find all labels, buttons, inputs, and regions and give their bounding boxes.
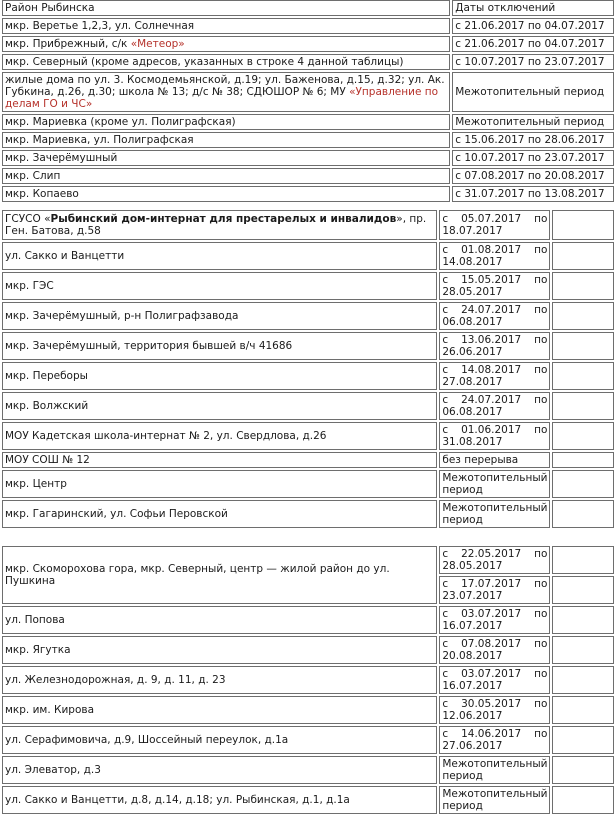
district-cell: мкр. Северный (кроме адресов, указанных в строке 4 данной таблицы) <box>2 54 450 70</box>
empty-cell <box>552 696 614 724</box>
district-cell: мкр. Зачерёмушный <box>2 150 450 166</box>
dates-cell: с 22.05.2017 по 28.05.2017 <box>439 546 550 574</box>
table-row <box>2 452 614 468</box>
dates-cell: с 10.07.2017 по 23.07.2017 <box>452 150 614 166</box>
dates-cell: с 07.08.2017 по 20.08.2017 <box>452 168 614 184</box>
table-row <box>2 132 614 148</box>
table-row <box>2 786 614 814</box>
dates-cell: с 21.06.2017 по 04.07.2017 <box>452 18 614 34</box>
dates-cell: с 07.08.2017 по 20.08.2017 <box>439 636 550 664</box>
district-text: », пр. Ген. Батова, д.58 <box>5 213 427 237</box>
dates-cell: с 21.06.2017 по 04.07.2017 <box>452 36 614 52</box>
district-cell: мкр. Зачерёмушный, р-н Полиграфзавода <box>2 302 437 330</box>
table-row <box>2 302 614 330</box>
dates-cell: с 30.05.2017 по 12.06.2017 <box>439 696 550 724</box>
district-cell: мкр. Скоморохова гора, мкр. Северный, центр — жилой район до ул. Пушкина <box>2 546 437 604</box>
dates-cell: с 05.07.2017 по 18.07.2017 <box>439 210 550 240</box>
table-row <box>2 72 614 112</box>
table-row <box>2 696 614 724</box>
table-row <box>2 242 614 270</box>
dates-cell: с 15.05.2017 по 28.05.2017 <box>439 272 550 300</box>
empty-cell <box>552 786 614 814</box>
district-cell: ул. Попова <box>2 606 437 634</box>
district-cell: мкр. Переборы <box>2 362 437 390</box>
district-cell: МОУ СОШ № 12 <box>2 452 437 468</box>
table-row <box>2 186 614 202</box>
table-row <box>2 606 614 634</box>
empty-cell <box>552 546 614 574</box>
dates-cell: с 01.06.2017 по 31.08.2017 <box>439 422 550 450</box>
empty-cell <box>552 726 614 754</box>
dates-cell: Межотопительный период <box>439 500 550 528</box>
dates-cell: Межотопительный период <box>452 72 614 112</box>
empty-cell <box>552 756 614 784</box>
empty-cell <box>552 272 614 300</box>
table-row <box>2 726 614 754</box>
district-cell: мкр. Слип <box>2 168 450 184</box>
table-row <box>2 422 614 450</box>
district-cell: ул. Сакко и Ванцетти, д.8, д.14, д.18; ул. Рыбинская, д.1, д.1а <box>2 786 437 814</box>
table-row <box>2 636 614 664</box>
dates-cell: Межотопительный период <box>439 756 550 784</box>
empty-cell <box>552 500 614 528</box>
empty-cell <box>552 422 614 450</box>
district-cell <box>2 210 437 240</box>
dates-cell: с 14.06.2017 по 27.06.2017 <box>439 726 550 754</box>
dates-cell: с 24.07.2017 по 06.08.2017 <box>439 302 550 330</box>
dates-cell: с 03.07.2017 по 16.07.2017 <box>439 666 550 694</box>
table-row <box>2 500 614 528</box>
empty-cell <box>552 470 614 498</box>
table-row <box>2 18 614 34</box>
header-dates: Даты отключений <box>452 0 614 16</box>
link-meteor[interactable]: «Метеор» <box>130 38 185 50</box>
table-row <box>2 332 614 360</box>
district-cell: мкр. Гагаринский, ул. Софьи Перовской <box>2 500 437 528</box>
empty-cell <box>552 576 614 604</box>
district-cell: мкр. Центр <box>2 470 437 498</box>
table-header-row <box>2 0 614 16</box>
dates-cell: Межотопительный период <box>452 114 614 130</box>
table-row <box>2 210 614 240</box>
outage-table-second <box>0 208 616 530</box>
empty-cell <box>552 302 614 330</box>
district-text: мкр. Прибрежный, с/к <box>5 38 131 50</box>
empty-cell <box>552 636 614 664</box>
dates-cell: с 31.07.2017 по 13.08.2017 <box>452 186 614 202</box>
table-row <box>2 392 614 420</box>
district-cell: мкр. Веретье 1,2,3, ул. Солнечная <box>2 18 450 34</box>
dates-cell: Межотопительный период <box>439 786 550 814</box>
district-cell: мкр. им. Кирова <box>2 696 437 724</box>
empty-cell <box>552 392 614 420</box>
table-row <box>2 150 614 166</box>
dates-cell: с 15.06.2017 по 28.06.2017 <box>452 132 614 148</box>
table-row <box>2 666 614 694</box>
header-district: Район Рыбинска <box>2 0 450 16</box>
empty-cell <box>552 452 614 468</box>
table-row <box>2 470 614 498</box>
district-cell: мкр. ГЭС <box>2 272 437 300</box>
table-row <box>2 546 614 574</box>
dates-cell: Межотопительный период <box>439 470 550 498</box>
empty-cell <box>552 606 614 634</box>
dates-cell: без перерыва <box>439 452 550 468</box>
table-row <box>2 36 614 52</box>
district-cell: ул. Железнодорожная, д. 9, д. 11, д. 23 <box>2 666 437 694</box>
table-row <box>2 168 614 184</box>
table-row <box>2 272 614 300</box>
district-text: жилые дома по ул. 3. Космодемьянской, д.19; ул. Баженова, д.15, д.32; ул. Ак. Губкина, д.26, д.30; школа № 13; д/с № 38; СДЮШОР № 6; МУ <box>5 74 445 98</box>
district-cell <box>2 36 450 52</box>
district-cell: мкр. Волжский <box>2 392 437 420</box>
dates-cell: с 24.07.2017 по 06.08.2017 <box>439 392 550 420</box>
district-cell: мкр. Копаево <box>2 186 450 202</box>
empty-cell <box>552 332 614 360</box>
link-go-chs[interactable]: «Управление по делам ГО и ЧС» <box>5 86 439 110</box>
district-cell: МОУ Кадетская школа-интернат № 2, ул. Свердлова, д.26 <box>2 422 437 450</box>
district-text: ГСУСО « <box>5 213 51 225</box>
district-cell: мкр. Зачерёмушный, территория бывшей в/ч 41686 <box>2 332 437 360</box>
table-row <box>2 114 614 130</box>
empty-cell <box>552 666 614 694</box>
dates-cell: с 03.07.2017 по 16.07.2017 <box>439 606 550 634</box>
empty-cell <box>552 210 614 240</box>
table-row <box>2 756 614 784</box>
district-cell <box>2 72 450 112</box>
district-cell: мкр. Ягутка <box>2 636 437 664</box>
dates-cell: с 13.06.2017 по 26.06.2017 <box>439 332 550 360</box>
dates-cell: с 14.08.2017 по 27.08.2017 <box>439 362 550 390</box>
outage-table-third <box>0 544 616 816</box>
dates-cell: с 17.07.2017 по 23.07.2017 <box>439 576 550 604</box>
dates-cell: с 01.08.2017 по 14.08.2017 <box>439 242 550 270</box>
empty-cell <box>552 362 614 390</box>
district-cell: ул. Элеватор, д.3 <box>2 756 437 784</box>
district-cell: мкр. Мариевка (кроме ул. Полиграфская) <box>2 114 450 130</box>
institution-name: Рыбинский дом-интернат для престарелых и инвалидов <box>50 213 397 225</box>
district-cell: ул. Сакко и Ванцетти <box>2 242 437 270</box>
dates-cell: с 10.07.2017 по 23.07.2017 <box>452 54 614 70</box>
table-row <box>2 362 614 390</box>
district-cell: ул. Серафимовича, д.9, Шоссейный переулок, д.1а <box>2 726 437 754</box>
empty-cell <box>552 242 614 270</box>
outage-table-main <box>0 0 616 204</box>
table-row <box>2 54 614 70</box>
district-cell: мкр. Мариевка, ул. Полиграфская <box>2 132 450 148</box>
